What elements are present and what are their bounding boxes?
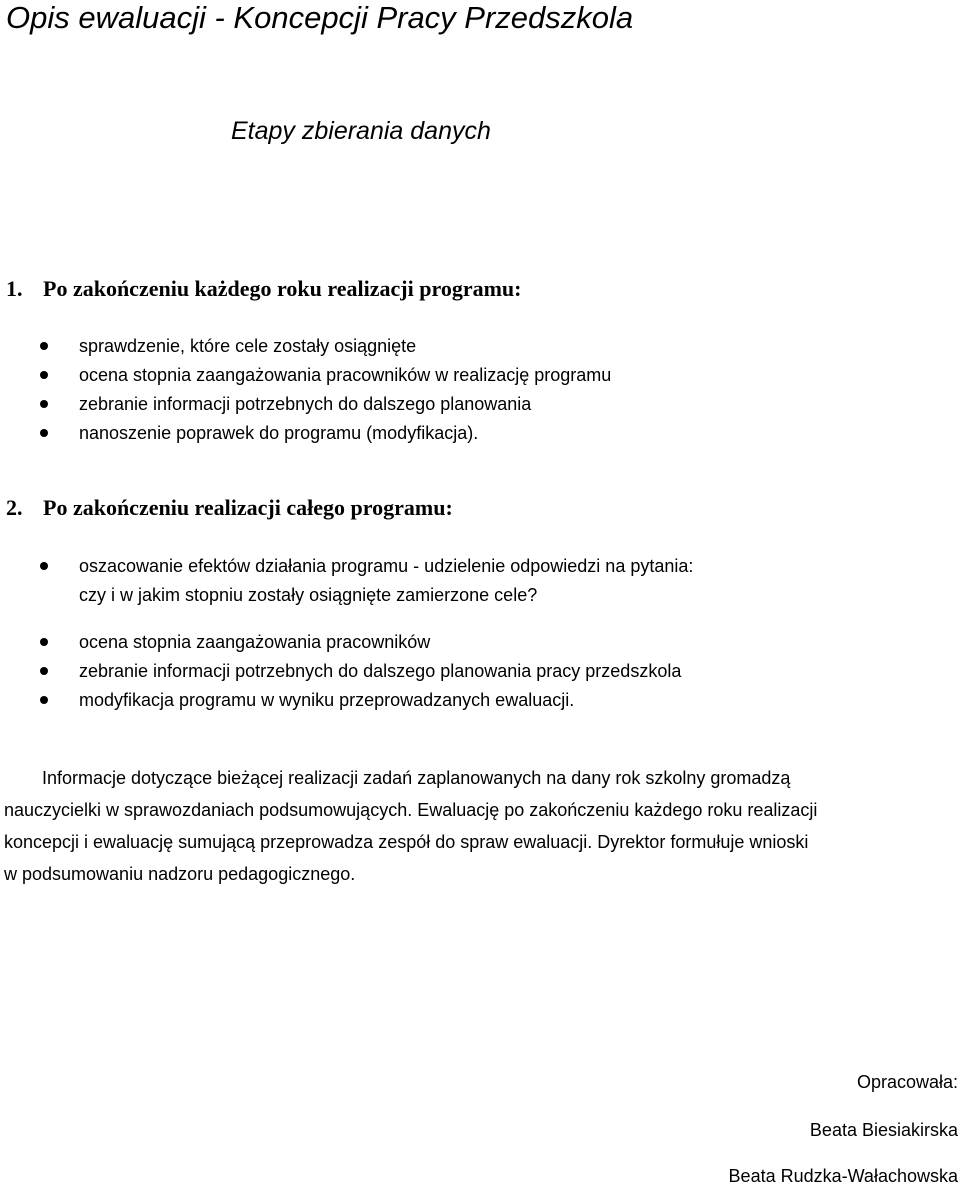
signature-name: Beata Rudzka-Wałachowska xyxy=(728,1166,958,1186)
list-item-text: sprawdzenie, które cele zostały osiągnięte xyxy=(79,336,417,356)
list-item-text: ocena stopnia zaangażowania pracowników xyxy=(79,632,431,652)
bullet-icon xyxy=(40,562,48,570)
bullet-icon xyxy=(40,638,48,646)
bullet-icon xyxy=(40,667,48,675)
bullet-icon xyxy=(40,342,48,350)
list-item-text: modyfikacja programu w wyniku przeprowadzanych ewaluacji. xyxy=(79,690,575,710)
list-item-text: nanoszenie poprawek do programu (modyfikacja). xyxy=(79,423,479,443)
list-item-text: ocena stopnia zaangażowania pracowników w realizację programu xyxy=(79,365,612,385)
summary-paragraph xyxy=(4,762,959,890)
paragraph-line: Informacje dotyczące bieżącej realizacji zadań zaplanowanych na dany rok szkolny gromadzą xyxy=(42,768,791,788)
list-item xyxy=(0,686,693,715)
list-item-text-line-2: czy i w jakim stopniu zostały osiągnięte zamierzone cele? xyxy=(79,585,538,605)
list-item xyxy=(0,390,611,419)
list-item-text: zebranie informacji potrzebnych do dalszego planowania xyxy=(79,394,532,414)
section-1-number: 1. xyxy=(6,276,23,301)
paragraph-line: w podsumowaniu nadzoru pedagogicznego. xyxy=(4,864,356,884)
section-1-heading xyxy=(6,276,521,302)
list-item xyxy=(0,628,693,657)
list-item xyxy=(0,657,693,686)
section-2-number: 2. xyxy=(6,495,23,520)
list-item-text: zebranie informacji potrzebnych do dalszego planowania pracy przedszkola xyxy=(79,661,682,681)
section-2-heading xyxy=(6,495,453,521)
bullet-icon xyxy=(40,371,48,379)
bullet-icon xyxy=(40,696,48,704)
section-2-heading-text: Po zakończeniu realizacji całego programu: xyxy=(43,495,453,520)
list-item xyxy=(0,332,611,361)
document-title: Opis ewaluacji - Koncepcji Pracy Przedszkola xyxy=(6,0,634,35)
list-item xyxy=(0,361,611,390)
document-subtitle: Etapy zbierania danych xyxy=(231,117,491,145)
bullet-icon xyxy=(40,400,48,408)
section-2-list xyxy=(0,552,693,715)
list-item-text-line-1: oszacowanie efektów działania programu - udzielenie odpowiedzi na pytania: xyxy=(79,556,694,576)
paragraph-line: nauczycielki w sprawozdaniach podsumowujących. Ewaluację po zakończeniu każdego roku realizacji xyxy=(4,800,818,820)
paragraph-line: koncepcji i ewaluację sumującą przeprowadza zespół do spraw ewaluacji. Dyrektor formułuje wnioski xyxy=(4,832,809,852)
signature-label: Opracowała: xyxy=(856,1072,958,1092)
section-1-heading-text: Po zakończeniu każdego roku realizacji programu: xyxy=(43,276,522,301)
section-1-list xyxy=(0,332,611,448)
signature-name: Beata Biesiakirska xyxy=(809,1120,958,1140)
list-item xyxy=(0,552,693,610)
list-item xyxy=(0,419,611,448)
bullet-icon xyxy=(40,429,48,437)
